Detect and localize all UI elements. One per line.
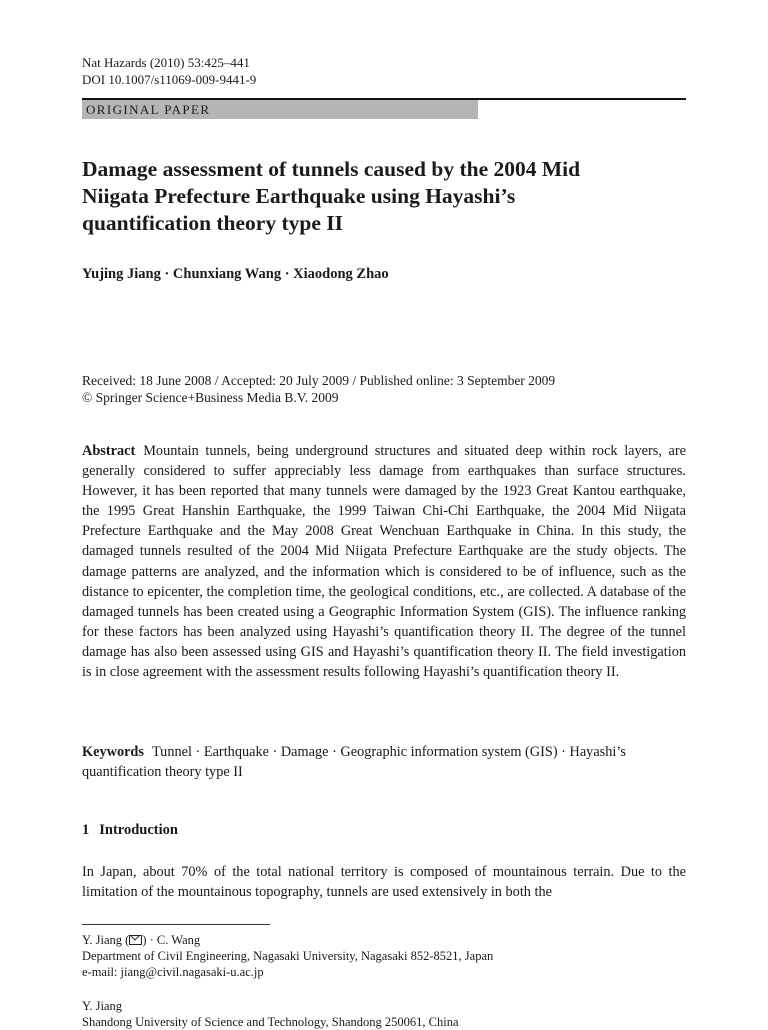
- affiliation: Department of Civil Engineering, Nagasaki University, Nagasaki 852-8521, Japan: [82, 949, 494, 963]
- publication-dates: [82, 372, 686, 406]
- keywords: [82, 742, 686, 782]
- title-line: Damage assessment of tunnels caused by the 2004 Mid: [82, 157, 581, 181]
- footnote-rule: [82, 924, 270, 925]
- article-type: ORIGINAL PAPER: [86, 102, 211, 117]
- affiliation2: Shandong University of Science and Technology, Shandong 250061, China: [82, 1015, 459, 1029]
- section-title: Introduction: [99, 822, 178, 838]
- doi[interactable]: DOI 10.1007/s11069-009-9441-9: [82, 72, 257, 87]
- section-heading: [82, 822, 178, 839]
- title-line: Niigata Prefecture Earthquake using Hayashi’s: [82, 184, 516, 208]
- keywords-label: Keywords: [82, 744, 144, 760]
- paper-title: [82, 156, 686, 237]
- abstract-text: Mountain tunnels, being underground structures and situated deep within rock layers, are generally considered to suffer appreciably less damage from earthquakes than surface structures. However, it has been reported that many tunnels were damaged by the 1923 Great Kantou earthquake, the 1995 Great Hanshin Earthquake, the 1999 Taiwan Chi-Chi Earthquake, the 2004 Mid Niigata Prefecture Earthquake and the May 2008 Great Wenchuan Earthquake in China. In this study, the damaged tunnels resulted of the 2004 Mid Niigata Prefecture Earthquake are the study objects. The damage patterns are analyzed, and the information which is considered to be of influence, such as the distance to epicenter, the completion time, the geological conditions, etc., are collected. A database of the damaged tunnels has been created using a Geographic Information System (GIS). The influence ranking for these factors has been analyzed using Hayashi’s quantification theory II. The degree of the tunnel damage has also been assessed using GIS and Hayashi’s quantification theory II. The field investigation is in close agreement with the assessment results following Hayashi’s quantification theory II.: [82, 443, 686, 681]
- corresponding-authors: Y. Jiang ( ) · C. Wang: [82, 933, 201, 947]
- date-history: Received: 18 June 2008 / Accepted: 20 July 2009 / Published online: 3 September 2009: [82, 373, 556, 388]
- intro-paragraph: In Japan, about 70% of the total national territory is composed of mountainous terrain. Due to the limitation of the mountainous topography, tunnels are used extensively in both the: [82, 864, 686, 901]
- title-line: quantification theory type II: [82, 211, 343, 235]
- envelope-icon: [129, 935, 142, 945]
- keywords-text: Tunnel · Earthquake · Damage · Geographic information system (GIS) · Hayashi’s quantification theory type II: [82, 744, 626, 781]
- author-footnote: [82, 932, 686, 980]
- article-type-bar: [82, 100, 478, 119]
- second-affiliation: [82, 998, 686, 1030]
- abstract: [82, 441, 686, 682]
- journal-meta: [82, 54, 256, 88]
- author2: Y. Jiang: [82, 999, 123, 1013]
- email[interactable]: e-mail: jiang@civil.nagasaki-u.ac.jp: [82, 965, 264, 979]
- journal-citation: Nat Hazards (2010) 53:425–441: [82, 55, 250, 70]
- abstract-label: Abstract: [82, 443, 136, 459]
- section-number: 1: [82, 822, 90, 838]
- copyright: © Springer Science+Business Media B.V. 2009: [82, 390, 339, 405]
- authors: Yujing Jiang · Chunxiang Wang · Xiaodong Zhao: [82, 266, 389, 282]
